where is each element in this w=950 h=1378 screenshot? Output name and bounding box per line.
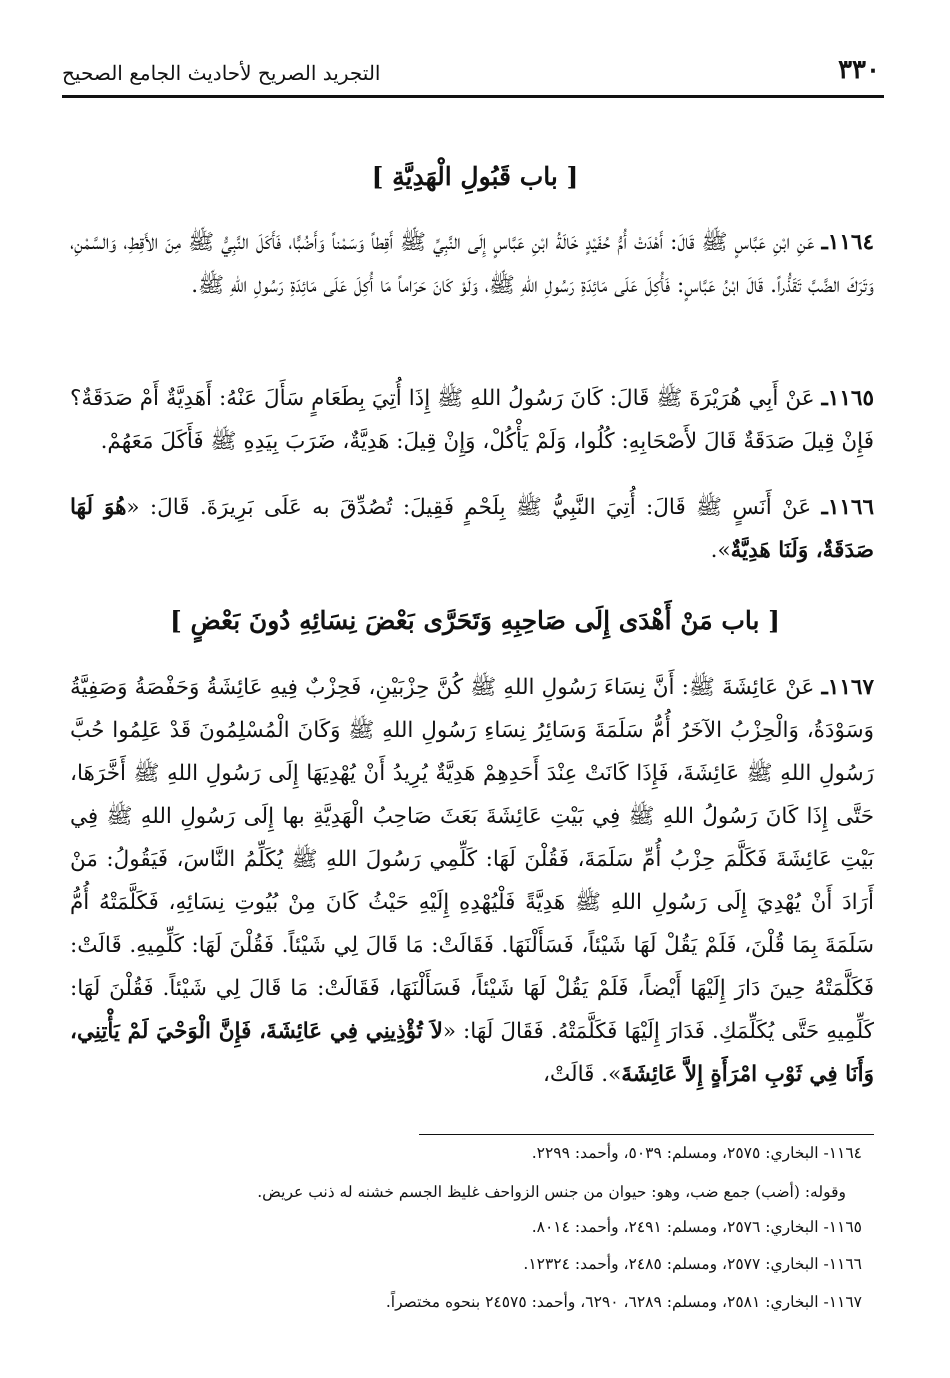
hadith-text: عَنْ عَائِشَةَ ﷺ: أَنَّ نِسَاءَ رَسُولِ اللهِ ﷺ كُنَّ حِزْبَيْنِ، فَحِزْبٌ فِيهِ عَائِشَةُ وَحَفْصَةُ وَصَفِيَّةُ وَسَوْدَةُ، وَالْحِزْبُ الآخَرُ أُمُّ سَلَمَةَ وَسَائِرُ نِسَاءِ رَسُولِ اللهِ ﷺ وَكَانَ الْمُسْلِمُونَ قَدْ عَلِمُوا حُبَّ رَسُولِ اللهِ ﷺ عَائِشَةَ، فَإِذَا كَانَتْ عِنْدَ أَحَدِهِمْ هَدِيَّةٌ يُرِيدُ أَنْ يُهْدِيَهَا إِلَى رَسُولِ اللهِ ﷺ أَخَّرَهَا، حَتَّى إِذَا كَانَ رَسُولُ اللهِ ﷺ فِي بَيْتِ عَائِشَةَ بَعَثَ صَاحِبُ الْهَدِيَّةِ بها إِلَى رَسُولِ اللهِ ﷺ فِي بَيْتِ عَائِشَةَ فَكَلَّمَ حِزْبُ أُمِّ سَلَمَةَ، فَقُلْنَ لَهَا: كَلِّمِي رَسُولَ اللهِ ﷺ يُكَلِّمُ النَّاسَ، فَيَقُولُ: مَنْ أَرَادَ أَنْ يُهْدِيَ إِلَى رَسُولِ اللهِ ﷺ هَدِيَّةً فَلْيُهْدِهِ إِلَيْهِ حَيْثُ كَانَ مِنْ بُيُوتِ نِسَائِهِ، فَكَلَّمَتْهُ أُمُّ سَلَمَةَ بِمَا قُلْنَ، فَلَمْ يَقُلْ لَهَا شَيْئاً، فَسَأَلْنَهَا. فَقَالَتْ: مَا قَالَ لِي شَيْئاً. فَقُلْنَ لَهَا: كَلِّمِيهِ. قَالَتْ: فَكَلَّمَتْهُ حِينَ دَارَ إِلَيْهَا أَيْضاً، فَلَمْ يَقُلْ لَهَا شَيْئاً، فَسَأَلْنَهَا، فَقَالَتْ: مَا قَالَ لِي شَيْئاً. فَقُلْنَ لَهَا: كَلِّمِيهِ حَتَّى يُكَلِّمَكِ. فَدَارَ إِلَيْهَا فَكَلَّمَتْهُ. فَقَالَ لَهَا: «: [70, 675, 874, 1044]
footnote-divider: [419, 1134, 874, 1135]
hadith-text-tail: ». قَالَتْ،: [542, 1062, 622, 1087]
hadith-text: عَنِ ابْنِ عَبَّاسٍ ﷺ قَالَ: أَهْدَتْ أُمُّ حُفَيْدٍ خَالَةُ ابْنِ عَبَّاسٍ إِلَى النَّبِيِّ ﷺ أَقِطاً وَسَمْناً وَأَضُبًّا، فَأَكَلَ النَّبِيُّ ﷺ مِنَ الأَقِطِ، وَالسَّمْنِ، وَتَرَكَ الضَّبَّ تَقَذُّراً. قَالَ ابْنُ عَبَّاسٍ: فَأُكِلَ عَلَى مَائِدَةِ رَسُولِ اللهِ ﷺ، وَلَوْ كَانَ حَرَاماً مَا أُكِلَ عَلَى مَائِدَةِ رَسُولِ اللهِ ﷺ.: [70, 230, 874, 298]
page-header: [62, 55, 880, 91]
hadith-number: ١١٦٧ـ: [821, 675, 874, 700]
page-number: ٣٣٠: [838, 55, 880, 85]
chapter-title-gifting: [ باب مَنْ أَهْدَى إِلَى صَاحِبِهِ وَتَحَرَّى بَعْضَ نِسَائِهِ دُونَ بَعْضٍ ]: [169, 606, 781, 635]
footnote-1166: ١١٦٦- البخاري: ٢٥٧٧، ومسلم: ٢٤٨٥، وأحمد: ١٢٣٢٤.: [523, 1255, 862, 1273]
hadith-text-tail: ».: [710, 538, 731, 563]
hadith-1166: [70, 486, 874, 572]
hadith-1167: [70, 666, 874, 1096]
hadith-number: ١١٦٥ـ: [821, 386, 874, 411]
book-title: التجريد الصريح لأحاديث الجامع الصحيح: [62, 61, 381, 85]
footnote-1165: ١١٦٥- البخاري: ٢٥٧٦، ومسلم: ٢٤٩١، وأحمد: ٨٠١٤.: [531, 1218, 862, 1236]
hadith-text: عَنْ أَنَسٍ ﷺ قَالَ: أُتِيَ النَّبِيُّ ﷺ بِلَحْمٍ فَقِيلَ: تُصُدِّقَ به عَلَى بَرِيرَةَ. قَالَ: «: [126, 495, 812, 520]
hadith-text: عَنْ أَبِي هُرَيْرَةَ ﷺ قَالَ: كَانَ رَسُولُ اللهِ ﷺ إِذَا أُتِيَ بِطَعَامٍ سَأَلَ عَنْهُ: أَهَدِيَّةٌ أَمْ صَدَقَةٌ؟ فَإِنْ قِيلَ صَدَقَةٌ قَالَ لأَصْحَابِهِ: كُلُوا، وَلَمْ يَأْكُلْ، وَإِنْ قِيلَ: هَدِيَّةٌ، ضَرَبَ بِيَدِهِ ﷺ فَأَكَلَ مَعَهُمْ.: [70, 386, 874, 454]
footnote-1164-note: وقوله: (أضب) جمع ضب، وهو: حيوان من جنس الزواحف غليظ الجسم خشنه له ذنب عريض.: [257, 1183, 846, 1201]
header-divider: [62, 95, 884, 98]
hadith-quote: لاَ تُؤْذِينِي فِي عَائِشَةَ، فَإِنَّ الْوَحْيَ لَمْ يَأْتِنِي، وَأَنَا فِي ثَوْبِ امْرَأَةٍ إِلاَّ عَائِشَةَ: [70, 1019, 874, 1087]
hadith-1165: [70, 377, 874, 463]
hadith-number: ١١٦٤ـ: [821, 230, 874, 255]
footnote-1164: ١١٦٤- البخاري: ٢٥٧٥، ومسلم: ٥٠٣٩، وأحمد: ٢٢٩٩.: [531, 1144, 862, 1162]
hadith-number: ١١٦٦ـ: [821, 495, 875, 520]
footnote-1167: ١١٦٧- البخاري: ٢٥٨١، ومسلم: ٦٢٨٩، ٦٢٩٠، وأحمد: ٢٤٥٧٥ بنحوه مختصراً.: [385, 1293, 862, 1311]
hadith-quote: هُوَ لَهَا صَدَقَةٌ، وَلَنَا هَدِيَّةٌ: [70, 495, 874, 563]
hadith-1164: [70, 221, 874, 307]
chapter-title-accepting-gifts: [ باب قَبُولِ الْهَدِيَّةِ ]: [371, 162, 579, 191]
